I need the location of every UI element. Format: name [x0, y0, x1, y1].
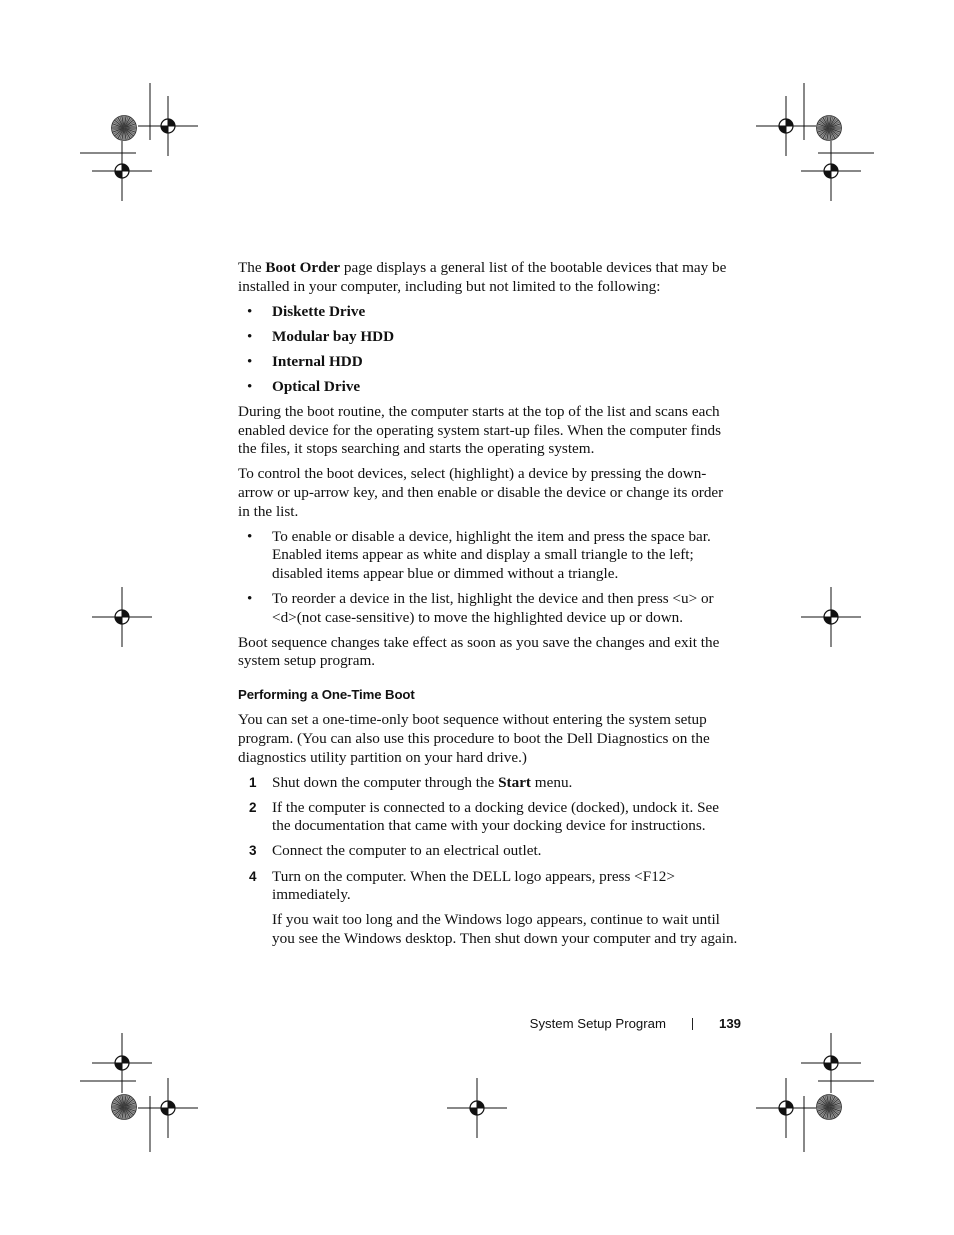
list-item: • Optical Drive	[247, 377, 361, 395]
step-item: 1 Shut down the computer through the Start menu.	[249, 773, 573, 791]
list-item: • To enable or disable a device, highlight the item and press the space bar. Enabled items appear as white and display a small triangle to the left; disabled items appear blue or dimmed without a triangle.	[247, 527, 711, 582]
control-devices-paragraph: To control the boot devices, select (highlight) a device by pressing the down-arrow or up-arrow key, and then enable or disable the device or change its order in the list.	[238, 465, 724, 520]
list-item: • Internal HDD	[247, 352, 363, 370]
bullet-icon: •	[247, 377, 253, 395]
step-number: 4	[249, 868, 257, 884]
step-number: 3	[249, 843, 257, 859]
step-number: 1	[249, 774, 257, 790]
step-item: 4 Turn on the computer. When the DELL logo appears, press <F12> immediately. If you wait too long and the Windows logo appears, continue to wait until you see the Windows desktop. Then shut down your computer and try again.	[249, 867, 738, 947]
device-list	[238, 303, 738, 397]
bullet-icon: •	[247, 302, 253, 320]
list-item: • Diskette Drive	[247, 302, 366, 320]
list-item: • To reorder a device in the list, highlight the device and then press <u> or <d>(not case-sensitive) to move the highlighted device up or down.	[247, 589, 714, 626]
starburst-icon	[112, 116, 137, 141]
step-item: 3 Connect the computer to an electrical outlet.	[249, 842, 542, 860]
page-body	[238, 259, 738, 955]
bullet-icon: •	[247, 527, 253, 545]
section-heading: Performing a One-Time Boot	[238, 686, 415, 702]
footer-separator	[692, 1018, 693, 1030]
bullet-icon: •	[247, 589, 253, 607]
bullet-icon: •	[247, 327, 253, 345]
tips-list	[238, 528, 738, 627]
boot-routine-paragraph: During the boot routine, the computer starts at the top of the list and scans each enabled device for the operating system start-up files. When the computer finds the files, it stops searching and starts the operating system.	[238, 403, 722, 458]
list-item: • Modular bay HDD	[247, 327, 395, 345]
page-footer	[530, 1016, 741, 1031]
footer-section-title: System Setup Program	[529, 1016, 666, 1031]
step-number: 2	[249, 799, 257, 815]
closing-paragraph: Boot sequence changes take effect as soon as you save the changes and exit the system setup program.	[238, 633, 720, 670]
step-note: If you wait too long and the Windows logo appears, continue to wait until you see the Windows desktop. Then shut down your computer and try again.	[272, 911, 738, 947]
intro-paragraph: The Boot Order page displays a general list of the bootable devices that may be installed in your computer, including but not limited to the following:	[238, 259, 727, 295]
steps-list	[238, 774, 738, 949]
section-intro-paragraph: You can set a one-time-only boot sequence without entering the system setup program. (You can also use this procedure to boot the Dell Diagnostics on the diagnostics utility partition on your hard drive.)	[238, 711, 710, 766]
bullet-icon: •	[247, 352, 253, 370]
step-item: 2 If the computer is connected to a docking device (docked), undock it. See the documentation that came with your docking device for instructions.	[249, 798, 720, 835]
starburst-icon	[112, 1095, 137, 1120]
start-menu-term: Start	[498, 773, 531, 791]
boot-order-term: Boot Order	[265, 259, 341, 276]
page-number: 139	[718, 1016, 741, 1031]
starburst-icon	[817, 1095, 842, 1120]
starburst-icon	[817, 116, 842, 141]
